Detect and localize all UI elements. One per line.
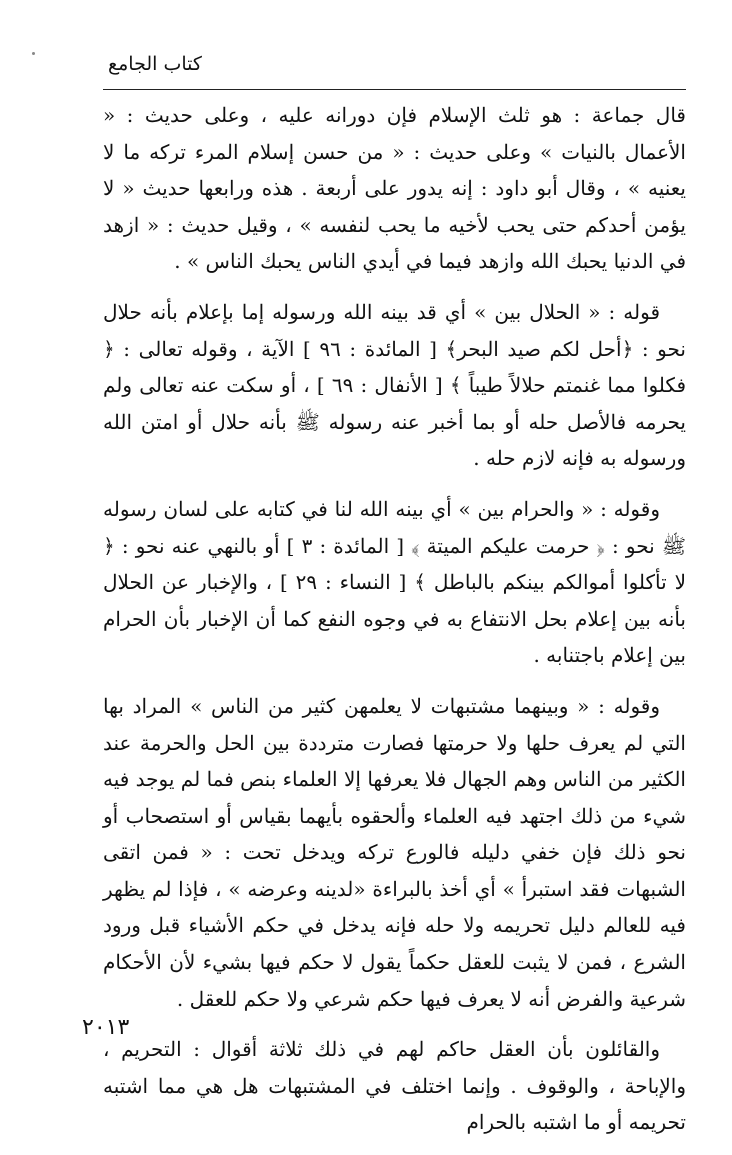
paragraph-1: قال جماعة : هو ثلث الإسلام فإن دورانه عليه ، وعلى حديث : « الأعمال بالنيات » وعلى حديث : « من حسن إسلام المرء تركه ما لا يعنيه » ، وقال أبو داود : إنه يدور على أربعة . هذه ورابعها حديث « لا يؤمن أحدكم حتى يحب لأخيه ما يحب لنفسه » ، وقيل حديث : « ازهد في الدنيا يحبك الله وازهد فيما في أيدي الناس يحبك الناس » . bbox=[103, 103, 686, 274]
page-body bbox=[103, 97, 686, 1155]
paragraph-5: والقائلون بأن العقل حاكم لهم في ذلك ثلاثة أقوال : التحريم ، والإباحة ، والوقوف . وإنما اختلف في المشتبهات هل هي مما اشتبه تحريمه أو ما اشتبه بالحرام bbox=[103, 1037, 686, 1135]
running-header-title: كتاب الجامع bbox=[108, 53, 202, 75]
paragraph-2: قوله : « الحلال بين » أي قد بينه الله ورسوله إما بإعلام بأنه حلال نحو : ﴿أحل لكم صيد البحر﴾ [ المائدة : ٩٦ ] الآية ، وقوله تعالى : ﴿ فكلوا مما غنمتم حلالاً طيباً ﴾ [ الأنفال : ٦٩ ] ، أو سكت عنه تعالى ولم يحرمه فالأصل حله أو بما أخبر عنه رسوله ﷺ بأنه حلال أو امتن الله ورسوله به فإنه لازم حله . bbox=[103, 299, 687, 471]
header-rule bbox=[103, 89, 686, 90]
paragraph-3: وقوله : « والحرام بين » أي بينه الله لنا في كتابه على لسان رسوله ﷺ نحو : ﴿ حرمت عليكم الميتة ﴾ [ المائدة : ٣ ] أو بالنهي عنه نحو : ﴿ لا تأكلوا أموالكم بينكم بالباطل ﴾ [ النساء : ٢٩ ] ، والإخبار عن الحلال بأنه بين إعلام بحل الانتفاع به في وجوه النفع كما أن الإخبار بأن الحرام بين إعلام باجتنابه . bbox=[103, 496, 687, 668]
scan-speck bbox=[32, 52, 35, 55]
paragraph-4: وقوله : « وبينهما مشتبهات لا يعلمهن كثير من الناس » المراد بها التي لم يعرف حلها ولا حرمتها فصارت مترددة بين الحل والحرمة عند الكثير من الناس وهم الجهال فلا يعرفها إلا العلماء بنص فما لم يوجد فيه شيء من ذلك اجتهد فيه العلماء وألحقوه بأيهما بقياس أو استصحاب أو نحو ذلك فإن خفي دليله فالورع تركه ويدخل تحت : « فمن اتقى الشبهات فقد استبرأ » أي أخذ بالبراءة «لدينه وعرضه » ، فإذا لم يظهر فيه للعالم دليل تحريمه ولا حله فإنه يدخل في حكم الأشياء قبل ورود الشرع ، فمن لا يثبت للعقل حكماً يقول لا حكم فيها بشيء لأن الأحكام شرعية والفرض أنه لا يعرف فيها حكم شرعي ولا حكم للعقل . bbox=[103, 693, 686, 1011]
page-number: ٢٠١٣ bbox=[82, 1015, 130, 1040]
